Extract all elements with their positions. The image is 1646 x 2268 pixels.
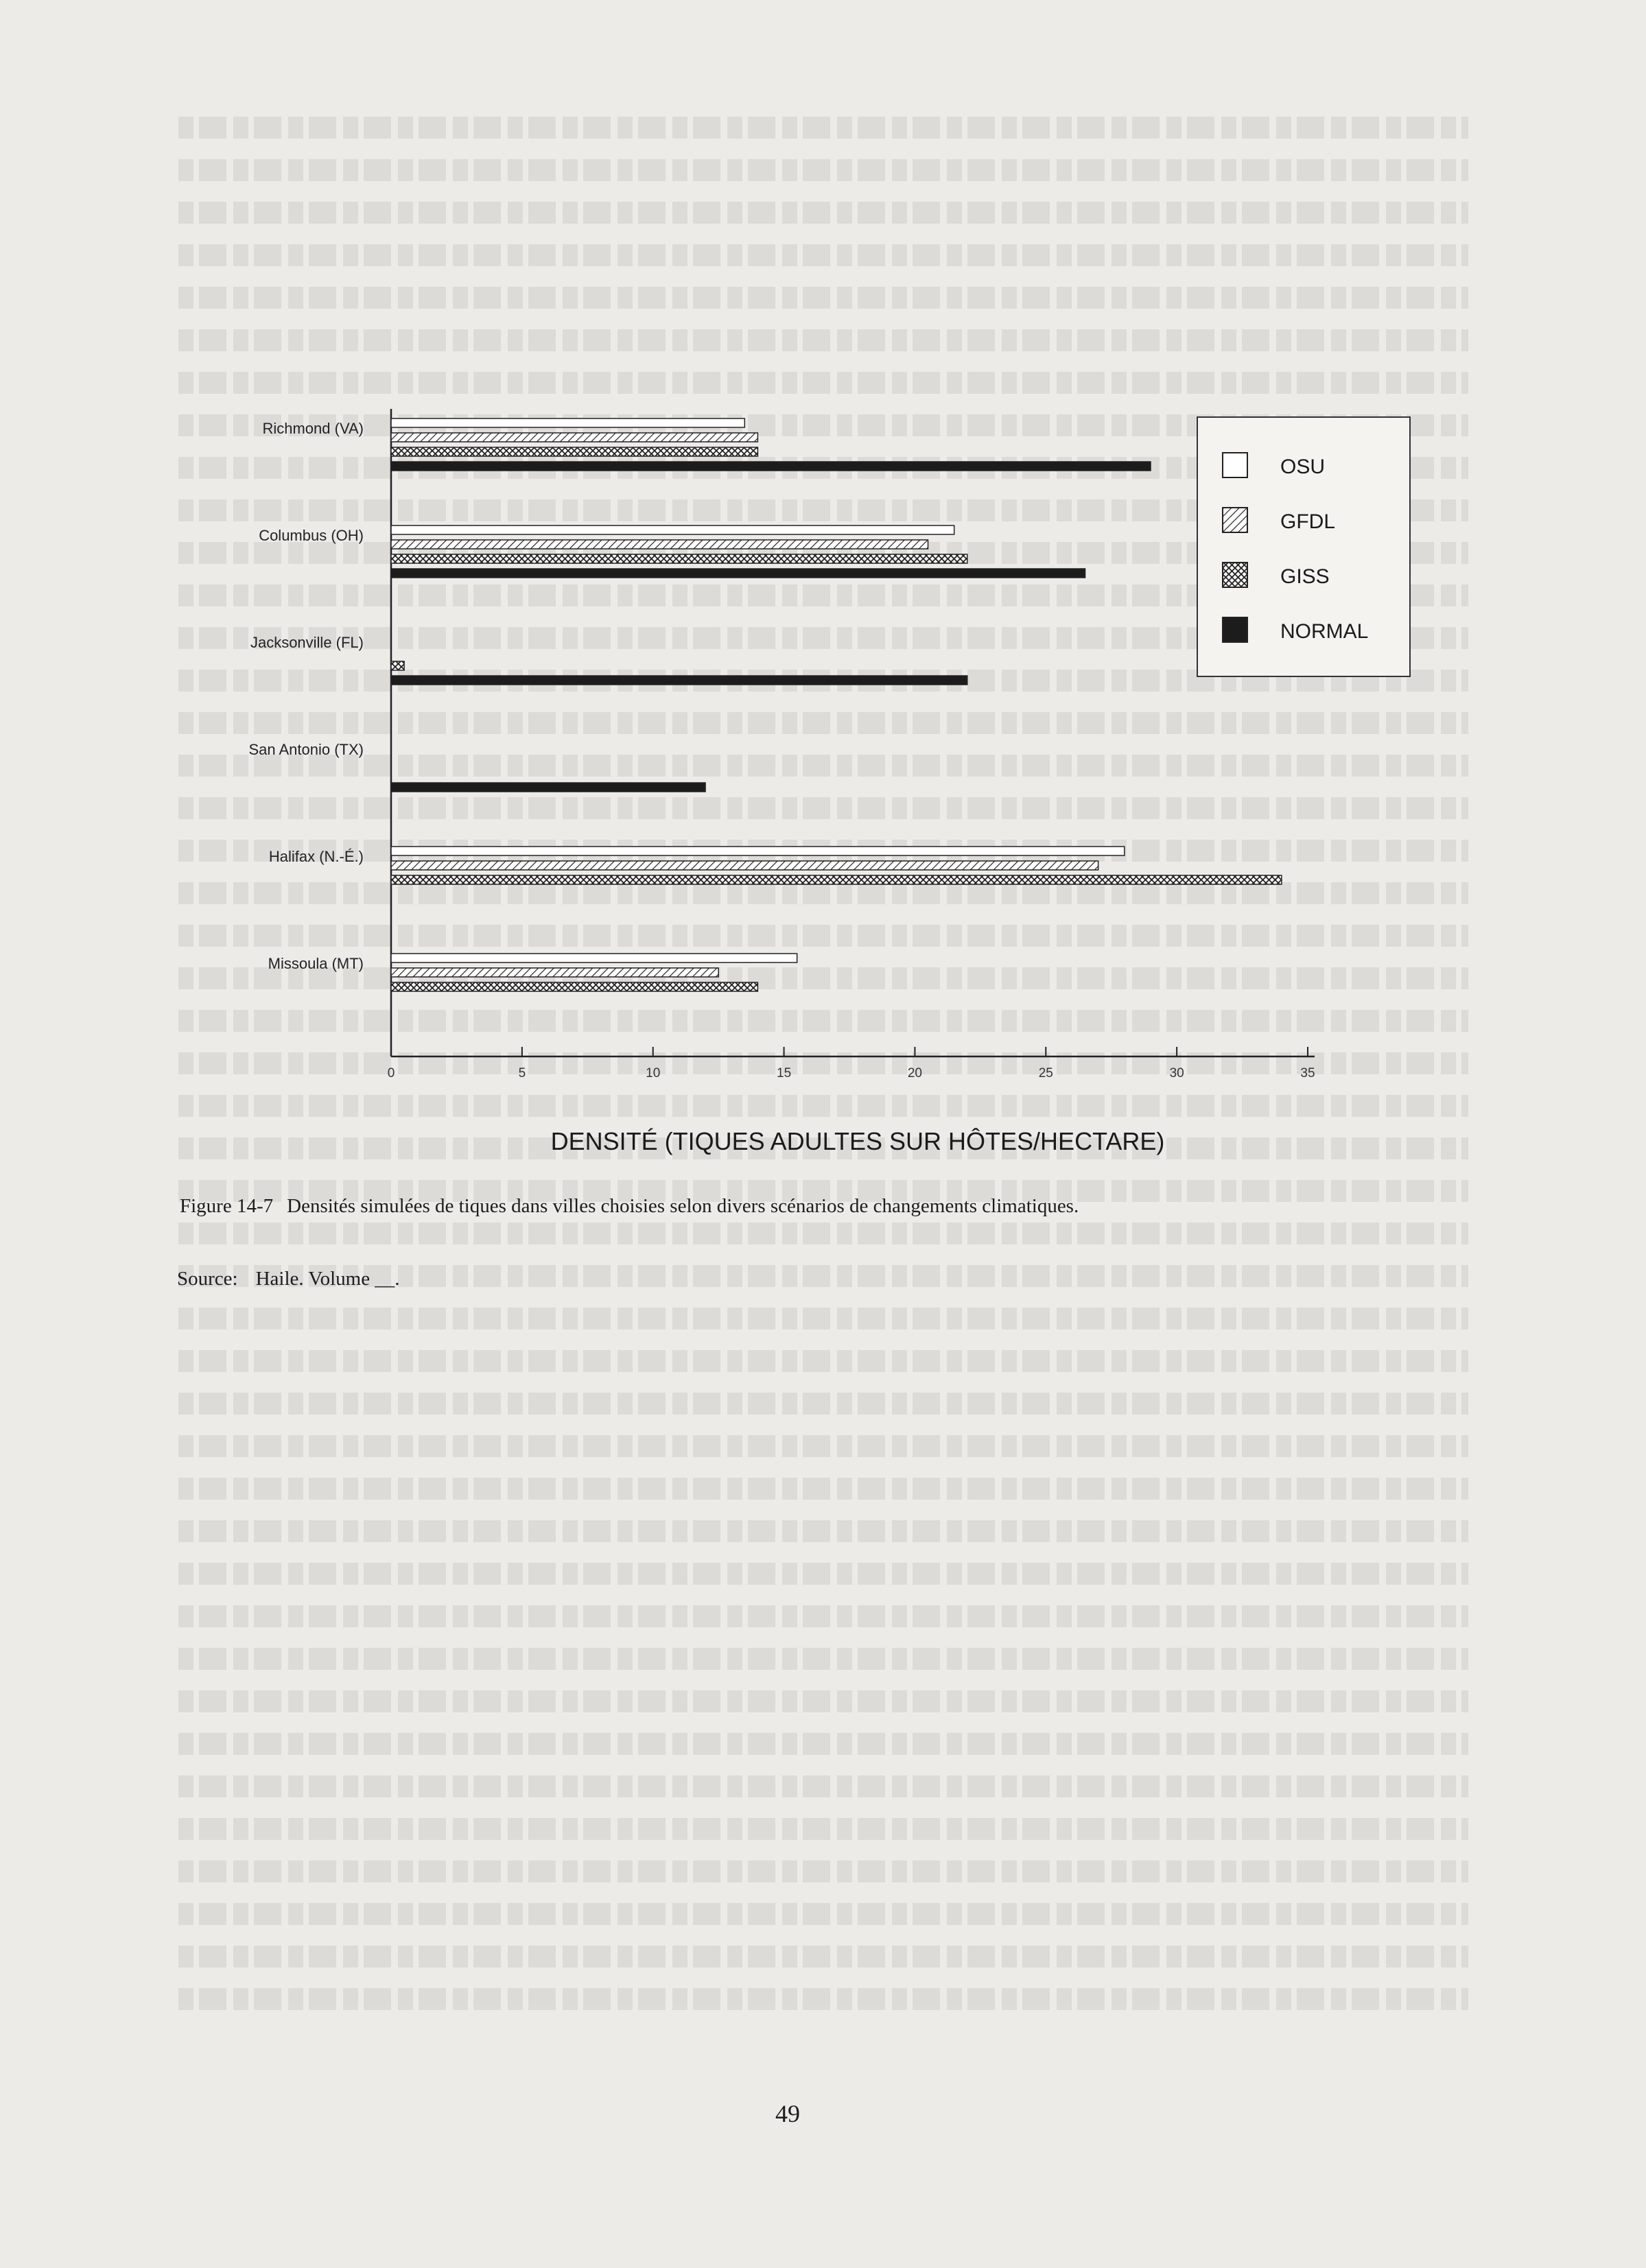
x-tick-label-35: 35 — [1300, 1066, 1315, 1080]
bar-gfdl-6 — [391, 968, 718, 977]
category-label-2: Columbus (OH) — [259, 527, 364, 544]
legend-swatch-gfdl — [1223, 508, 1247, 532]
source-label: Source: — [177, 1268, 238, 1290]
bar-normal-1 — [391, 462, 1151, 471]
legend-label-giss: GISS — [1280, 565, 1330, 588]
bar-giss-2 — [391, 554, 967, 563]
figure-source — [177, 1268, 400, 1290]
bar-giss-6 — [391, 982, 757, 991]
x-tick-label-10: 10 — [646, 1066, 661, 1080]
x-tick-label-0: 0 — [387, 1066, 395, 1080]
x-tick-label-5: 5 — [518, 1066, 526, 1080]
category-label-5: Halifax (N.-É.) — [268, 848, 364, 865]
legend — [1197, 417, 1410, 676]
category-label-4: San Antonio (TX) — [248, 741, 364, 758]
source-text: Haile. Volume __. — [255, 1268, 400, 1290]
category-label-3: Jacksonville (FL) — [250, 634, 364, 651]
category-label-1: Richmond (VA) — [262, 420, 364, 437]
bar-gfdl-2 — [391, 540, 928, 549]
bar-osu-5 — [391, 847, 1125, 855]
legend-label-normal: NORMAL — [1280, 620, 1369, 643]
x-tick-label-20: 20 — [907, 1066, 922, 1080]
x-tick-label-15: 15 — [777, 1066, 792, 1080]
x-tick-label-30: 30 — [1169, 1066, 1184, 1080]
bar-osu-1 — [391, 418, 744, 427]
bar-normal-2 — [391, 569, 1085, 578]
figure-number: Figure 14-7 — [180, 1195, 274, 1217]
legend-swatch-osu — [1223, 453, 1247, 477]
bar-osu-6 — [391, 954, 797, 962]
bars — [391, 418, 1282, 991]
bar-osu-2 — [391, 525, 954, 534]
x-axis-title: DENSITÉ (TIQUES ADULTES SUR HÔTES/HECTARE) — [550, 1127, 1165, 1155]
category-label-6: Missoula (MT) — [268, 955, 364, 972]
legend-swatch-giss — [1223, 563, 1247, 587]
bar-giss-1 — [391, 447, 757, 456]
page-number: 49 — [775, 2100, 800, 2127]
bar-normal-4 — [391, 783, 705, 792]
category-labels — [248, 420, 364, 972]
bar-giss-3 — [391, 661, 404, 670]
bar-normal-3 — [391, 676, 967, 685]
bar-giss-5 — [391, 875, 1282, 884]
x-axis — [388, 1047, 1315, 1080]
bar-gfdl-1 — [391, 433, 757, 442]
bar-gfdl-5 — [391, 861, 1098, 870]
legend-swatch-normal — [1223, 617, 1247, 642]
figure-caption — [180, 1194, 1483, 1218]
legend-label-osu: OSU — [1280, 456, 1326, 478]
x-tick-label-25: 25 — [1038, 1066, 1053, 1080]
figure-caption-text: Densités simulées de tiques dans villes choisies selon divers scénarios de changements climatiques. — [287, 1195, 1079, 1217]
legend-label-gfdl: GFDL — [1280, 510, 1336, 533]
